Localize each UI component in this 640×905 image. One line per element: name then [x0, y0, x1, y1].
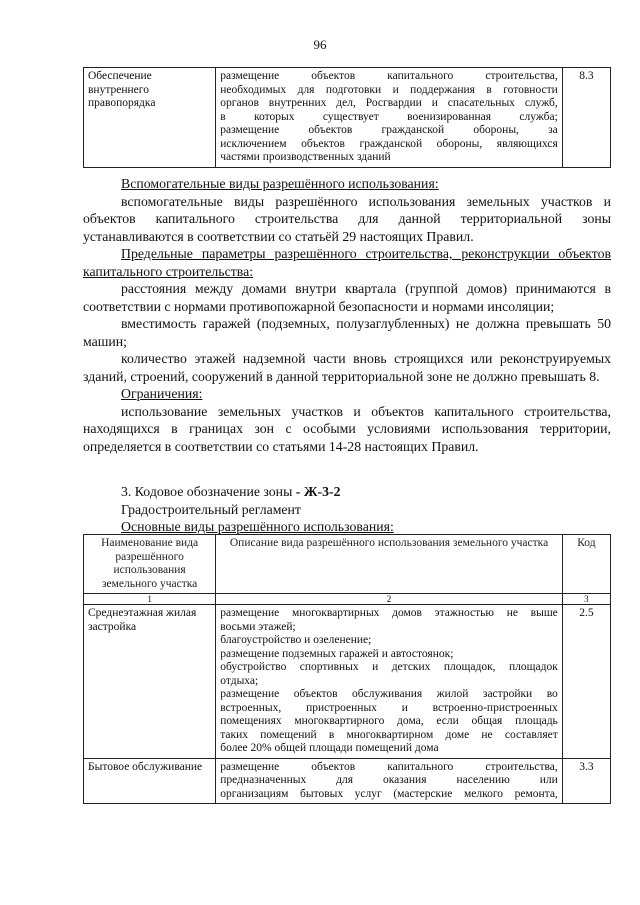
table-row — [84, 605, 611, 759]
aux-text: вспомогательные виды разрешённого использования земельных участков и объектов капитального строительства для данной территориальной зоны устанавливаются в соответствии со статьёй 29 настоящих Правил. — [83, 193, 611, 244]
column-index: 2 — [216, 594, 563, 605]
use-code-cell: 2.5 — [562, 605, 610, 759]
header-description: Описание вида разрешённого использования земельного участка — [216, 535, 563, 594]
desc-line: обустройство спортивных и детских площадок, площадок — [220, 661, 558, 673]
use-code-cell: 8.3 — [562, 68, 610, 168]
desc-line: размещение подземных гаражей и автостоянок; — [220, 647, 454, 660]
use-code-cell: 3.3 — [562, 758, 610, 804]
use-name-cell: Бытовое обслуживание — [84, 758, 216, 804]
aux-heading: Вспомогательные виды разрешённого использования: — [121, 176, 439, 191]
body-text-block — [83, 175, 611, 455]
table-row — [84, 68, 611, 168]
main-uses-heading: Основные виды разрешённого использования: — [121, 519, 394, 534]
header-code: Код — [562, 535, 610, 594]
limit-item: количество этажей надземной части вновь строящихся или реконструируемых зданий, строений, сооружений в данной территориальной зоне не должно превышать 8. — [83, 351, 611, 384]
desc-line: таких помещений в многоквартирном доме не составляет — [220, 728, 558, 741]
desc-line: отдыха; — [220, 674, 259, 687]
column-index-row — [84, 594, 611, 605]
desc-line: в которых существует военизированная служба; — [220, 110, 558, 123]
desc-line: частями производственных зданий — [220, 151, 391, 163]
column-index: 1 — [84, 594, 216, 605]
limit-item: расстояния между домами внутри квартала (группой домов) принимаются в соответствии с нормами противопожарной безопасности и нормами инсоляции; — [83, 281, 611, 314]
use-name-cell: Среднеэтажная жилая застройка — [84, 605, 216, 759]
desc-line: органов внутренних дел, Росгвардии и спасательных служб, — [220, 97, 558, 109]
use-name-cell: Обеспечение внутреннего правопорядка — [84, 68, 216, 168]
desc-line: встроенных, пристроенных и встроенно-пристроенных — [220, 701, 558, 714]
limit-item: вместимость гаражей (подземных, полузаглубленных) не должна превышать 50 машин; — [83, 316, 611, 349]
zone-code-prefix: 3. Кодовое обозначение зоны — [121, 484, 293, 499]
zone-code-line — [121, 483, 340, 501]
limits-heading: Предельные параметры разрешённого строительства, реконструкции объектов капитального строительства: — [83, 246, 611, 279]
table-row — [84, 758, 611, 804]
zone-code: - Ж-3-2 — [295, 484, 341, 499]
table-header-row — [84, 535, 611, 594]
desc-line: благоустройство и озеленение; — [220, 634, 372, 646]
restrictions-heading: Ограничения: — [121, 386, 203, 401]
column-index: 3 — [562, 594, 610, 605]
use-description-cell — [216, 605, 563, 759]
desc-line: организациям бытовых услуг (мастерские мелкого ремонта, — [220, 787, 558, 800]
desc-line: размещение объектов обслуживания жилой застройки во — [220, 688, 558, 700]
use-description-cell — [216, 68, 563, 168]
page-number: 96 — [313, 37, 327, 52]
desc-line: помещениях многоквартирного дома, если общая площадь — [220, 715, 558, 727]
desc-line: более 20% общей площади помещений дома — [220, 742, 439, 754]
restrictions-text: использование земельных участков и объектов капитального строительства, находящихся в границах зон с особыми условиями использования территории, определяется в соответствии со статьями 14-28 настоящих Правил. — [83, 403, 611, 454]
desc-line: предназначенных для оказания населению или — [220, 774, 558, 786]
desc-line: размещение многоквартирных домов этажностью не выше — [220, 607, 558, 619]
top-table — [83, 67, 611, 168]
use-description-cell — [216, 758, 563, 804]
desc-line: исключением объектов гражданской обороны, являющихся — [220, 137, 558, 150]
desc-line: необходимых для подготовки и поддержания в готовности — [220, 83, 558, 96]
desc-line: восьми этажей; — [220, 620, 296, 633]
desc-line: размещение объектов капитального строительства, — [220, 760, 558, 773]
header-name: Наименование вида разрешённого использования земельного участка — [84, 535, 216, 594]
regulation-title: Градостроительный регламент — [121, 502, 301, 517]
main-uses-table — [83, 534, 611, 804]
desc-line: размещение объектов капитального строительства, — [220, 70, 558, 82]
desc-line: размещение объектов гражданской обороны, за — [220, 124, 558, 136]
